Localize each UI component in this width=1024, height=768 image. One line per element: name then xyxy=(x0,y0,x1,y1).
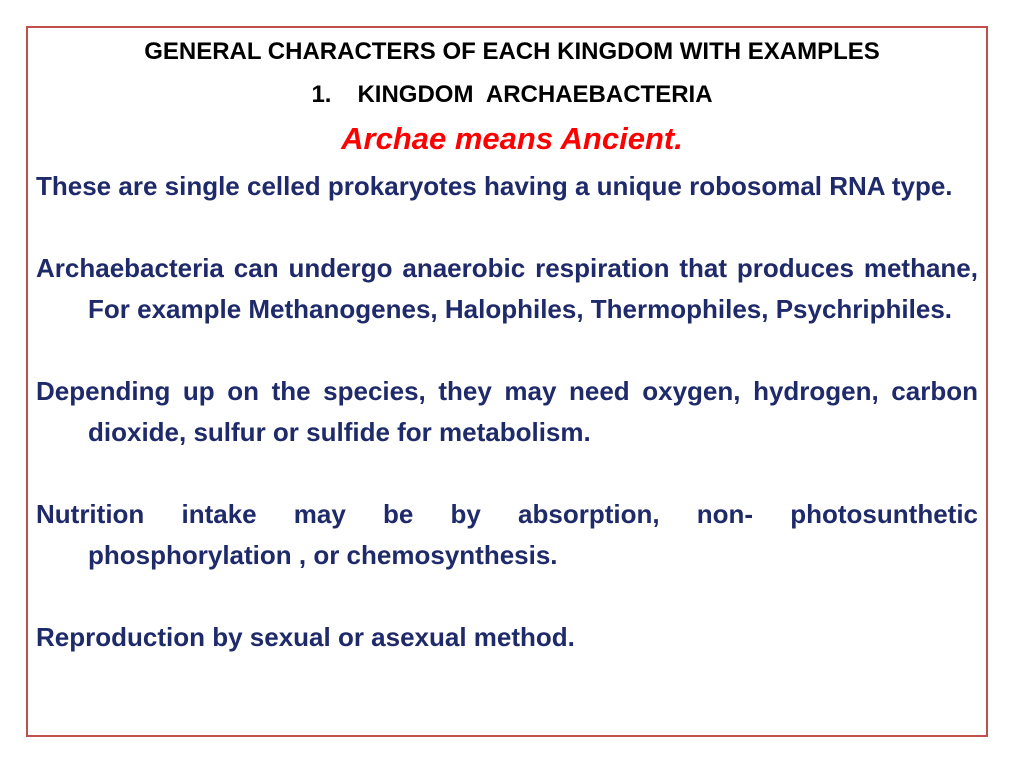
paragraph-nutrition: Nutrition intake may be by absorption, non- photosunthetic phosphorylation , or chemosynthesis. xyxy=(36,499,978,570)
slide-title: GENERAL CHARACTERS OF EACH KINGDOM WITH EXAMPLES xyxy=(144,38,880,65)
tagline: Archae means Ancient. xyxy=(341,121,683,156)
paragraph-prokaryotes: These are single celled prokaryotes having a unique robosomal RNA type. xyxy=(36,171,953,201)
paragraph-anaerobic-respiration: Archaebacteria can undergo anaerobic respiration that produces methane, For example Methanogenes, Halophiles, Thermophiles, Psychriphiles. xyxy=(36,253,978,324)
content-body xyxy=(36,166,978,658)
section-title: KINGDOM ARCHAEBACTERIA xyxy=(357,81,713,108)
paragraph-metabolism: Depending up on the species, they may need oxygen, hydrogen, carbon dioxide, sulfur or sulfide for metabolism. xyxy=(36,376,978,447)
paragraph-reproduction: Reproduction by sexual or asexual method. xyxy=(36,622,575,652)
section-number: 1. xyxy=(311,81,332,108)
section-heading xyxy=(0,81,1024,109)
